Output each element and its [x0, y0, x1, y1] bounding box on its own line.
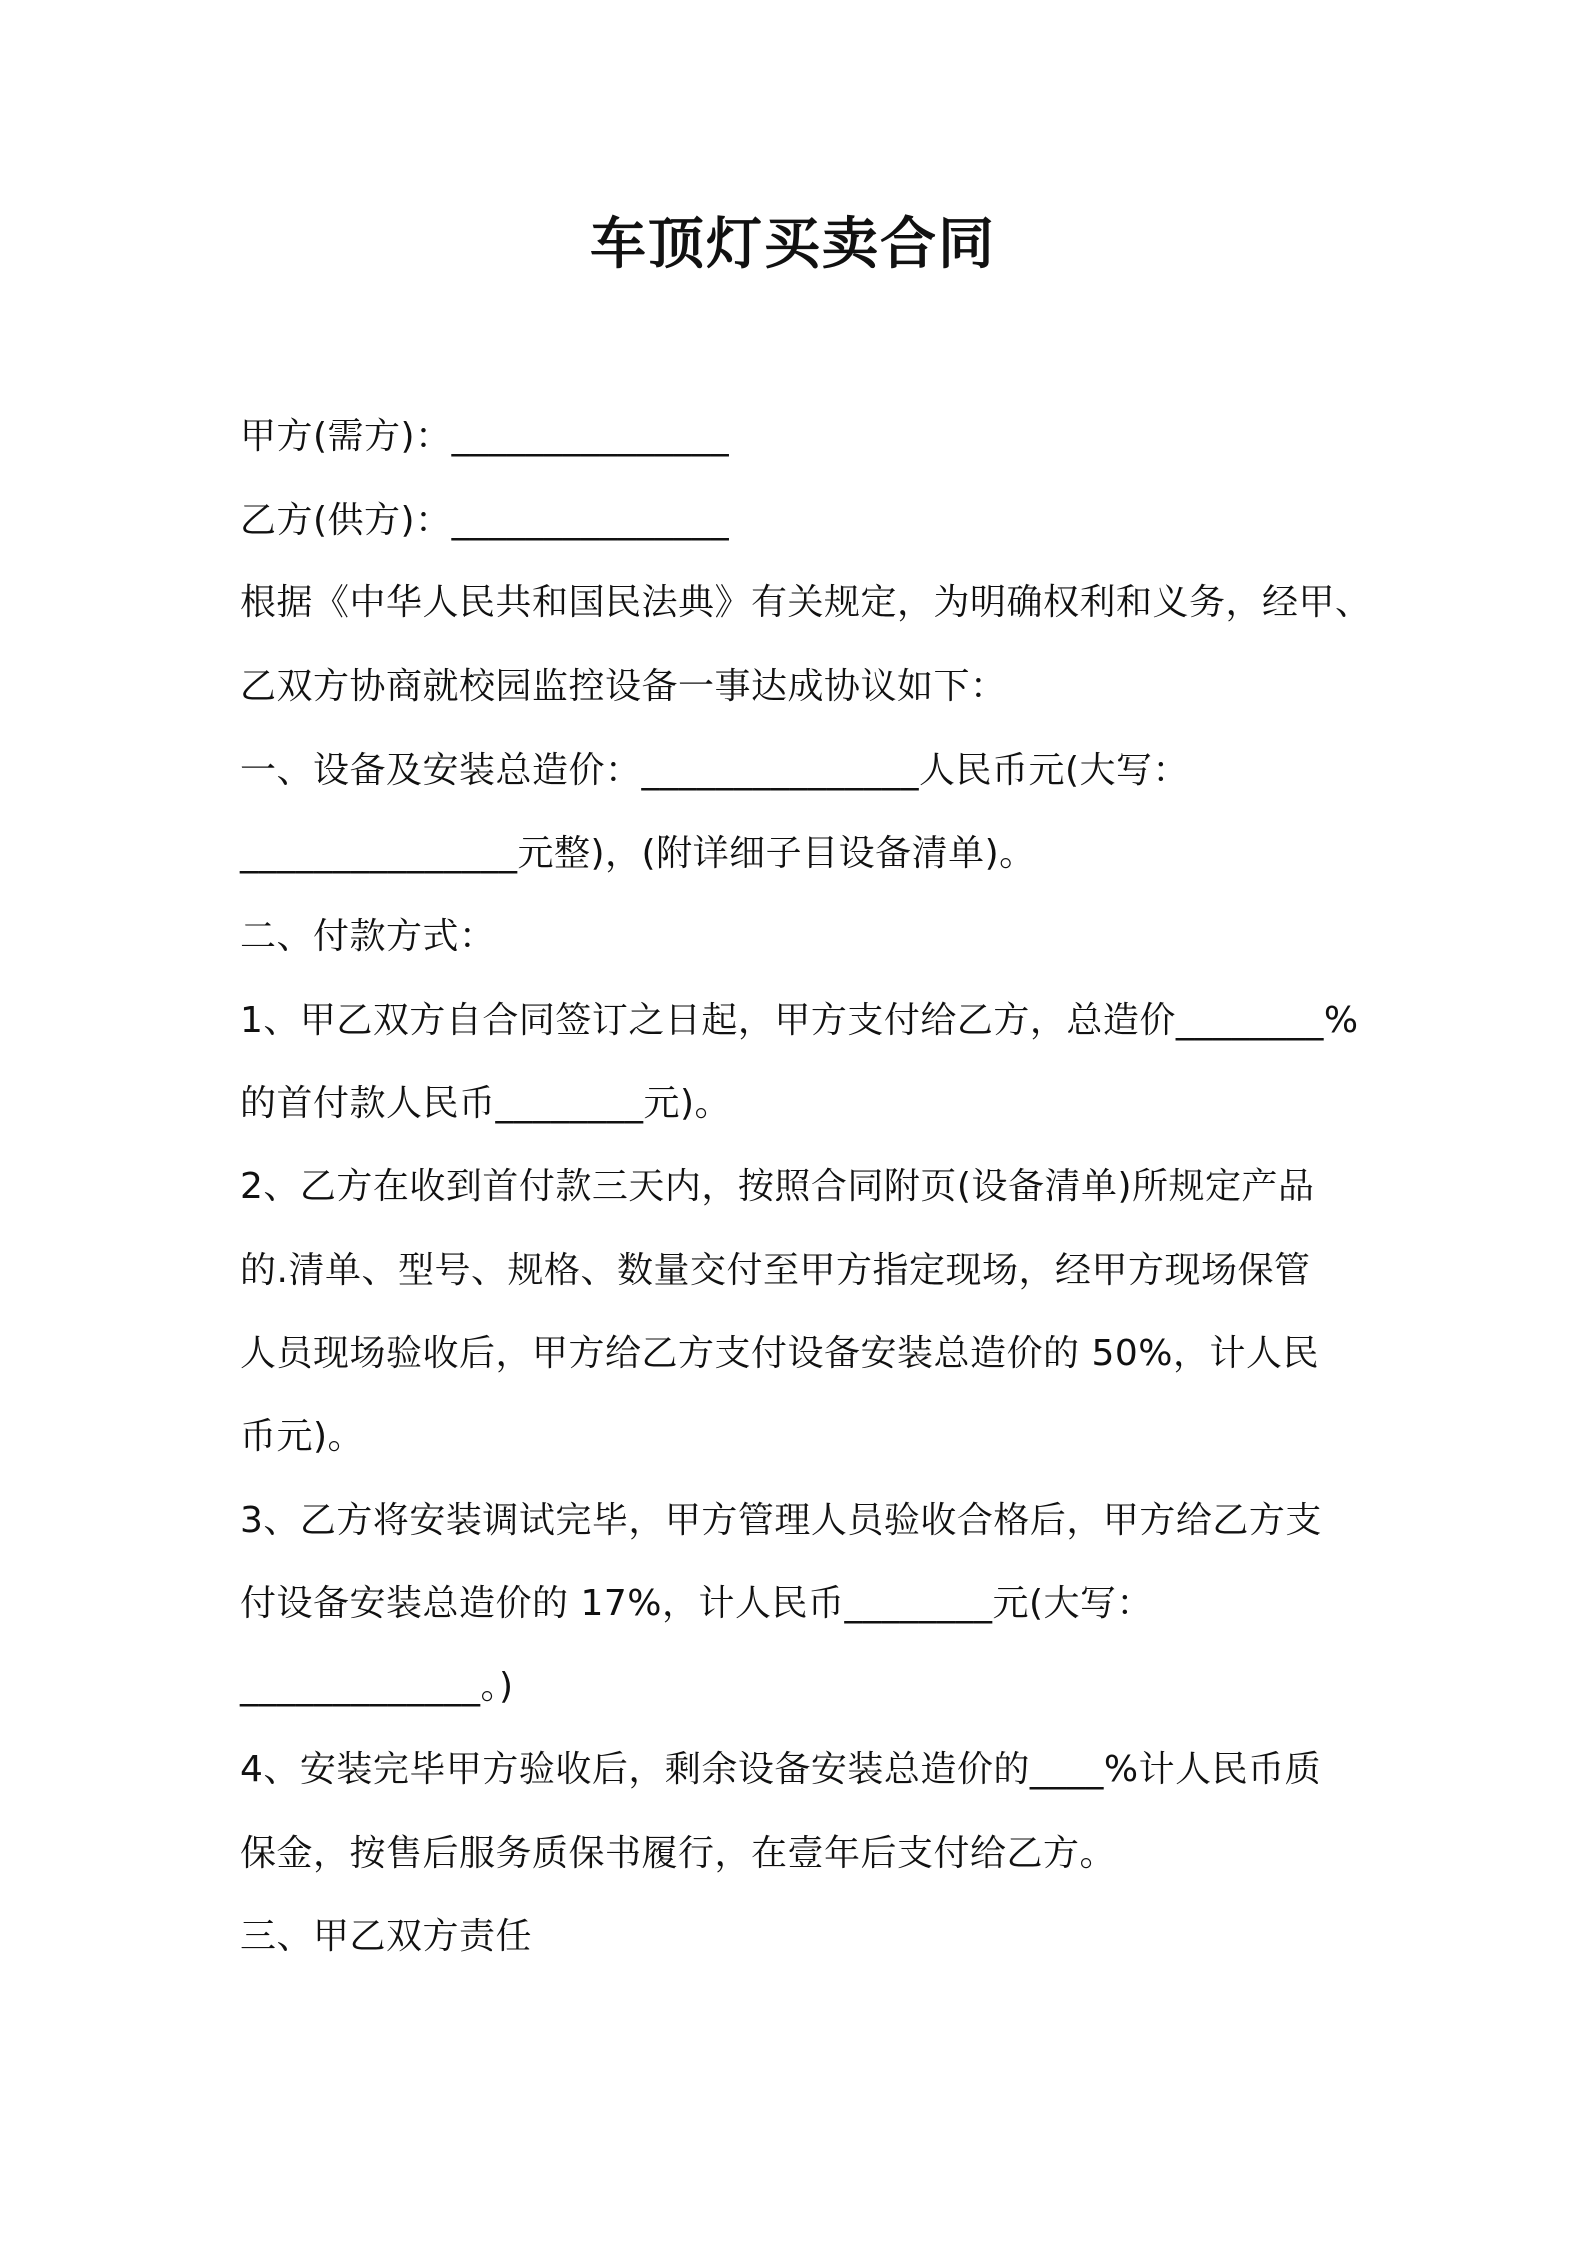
preamble-line-1: 根据《中华人民共和国民法典》有关规定，为明确权利和义务，经甲、 — [240, 582, 1372, 623]
document-title: 车顶灯买卖合同 — [590, 212, 996, 277]
clause-2-2-line-2: 的.清单、型号、规格、数量交付至甲方指定现场，经甲方现场保管 — [240, 1250, 1311, 1291]
clause-2-2-line-3: 人员现场验收后，甲方给乙方支付设备安装总造价的 50%，计人民 — [240, 1333, 1319, 1374]
clause-2-4-line-1: 4、安装完毕甲方验收后，剩余设备安装总造价的____%计人民币质 — [240, 1749, 1322, 1790]
section-1-line-1: 一、设备及安装总造价：_______________人民币元(大写： — [240, 750, 1190, 791]
clause-2-3-line-1: 3、乙方将安装调试完毕，甲方管理人员验收合格后，甲方给乙方支 — [240, 1500, 1322, 1541]
preamble-line-2: 乙双方协商就校园监控设备一事达成协议如下： — [240, 666, 1007, 707]
clause-2-1-line-2: 的首付款人民币________元)。 — [240, 1083, 732, 1124]
clause-2-3-line-2: 付设备安装总造价的 17%，计人民币________元(大写： — [240, 1583, 1154, 1624]
party-b-line: 乙方(供方)：_______________ — [240, 500, 730, 541]
section-2-heading: 二、付款方式： — [240, 916, 496, 957]
clause-2-1-line-1: 1、甲乙双方自合同签订之日起，甲方支付给乙方，总造价________% — [240, 1000, 1359, 1041]
clause-2-2-line-1: 2、乙方在收到首付款三天内，按照合同附页(设备清单)所规定产品 — [240, 1166, 1315, 1207]
clause-2-4-line-2: 保金，按售后服务质保书履行，在壹年后支付给乙方。 — [240, 1833, 1117, 1874]
party-a-line: 甲方(需方)：_______________ — [240, 416, 730, 457]
section-3-heading: 三、甲乙双方责任 — [240, 1916, 533, 1957]
clause-2-3-line-3: _____________。) — [240, 1666, 514, 1707]
clause-2-2-line-4: 币元)。 — [240, 1416, 365, 1457]
section-1-line-2: _______________元整)，(附详细子目设备清单)。 — [240, 833, 1036, 874]
